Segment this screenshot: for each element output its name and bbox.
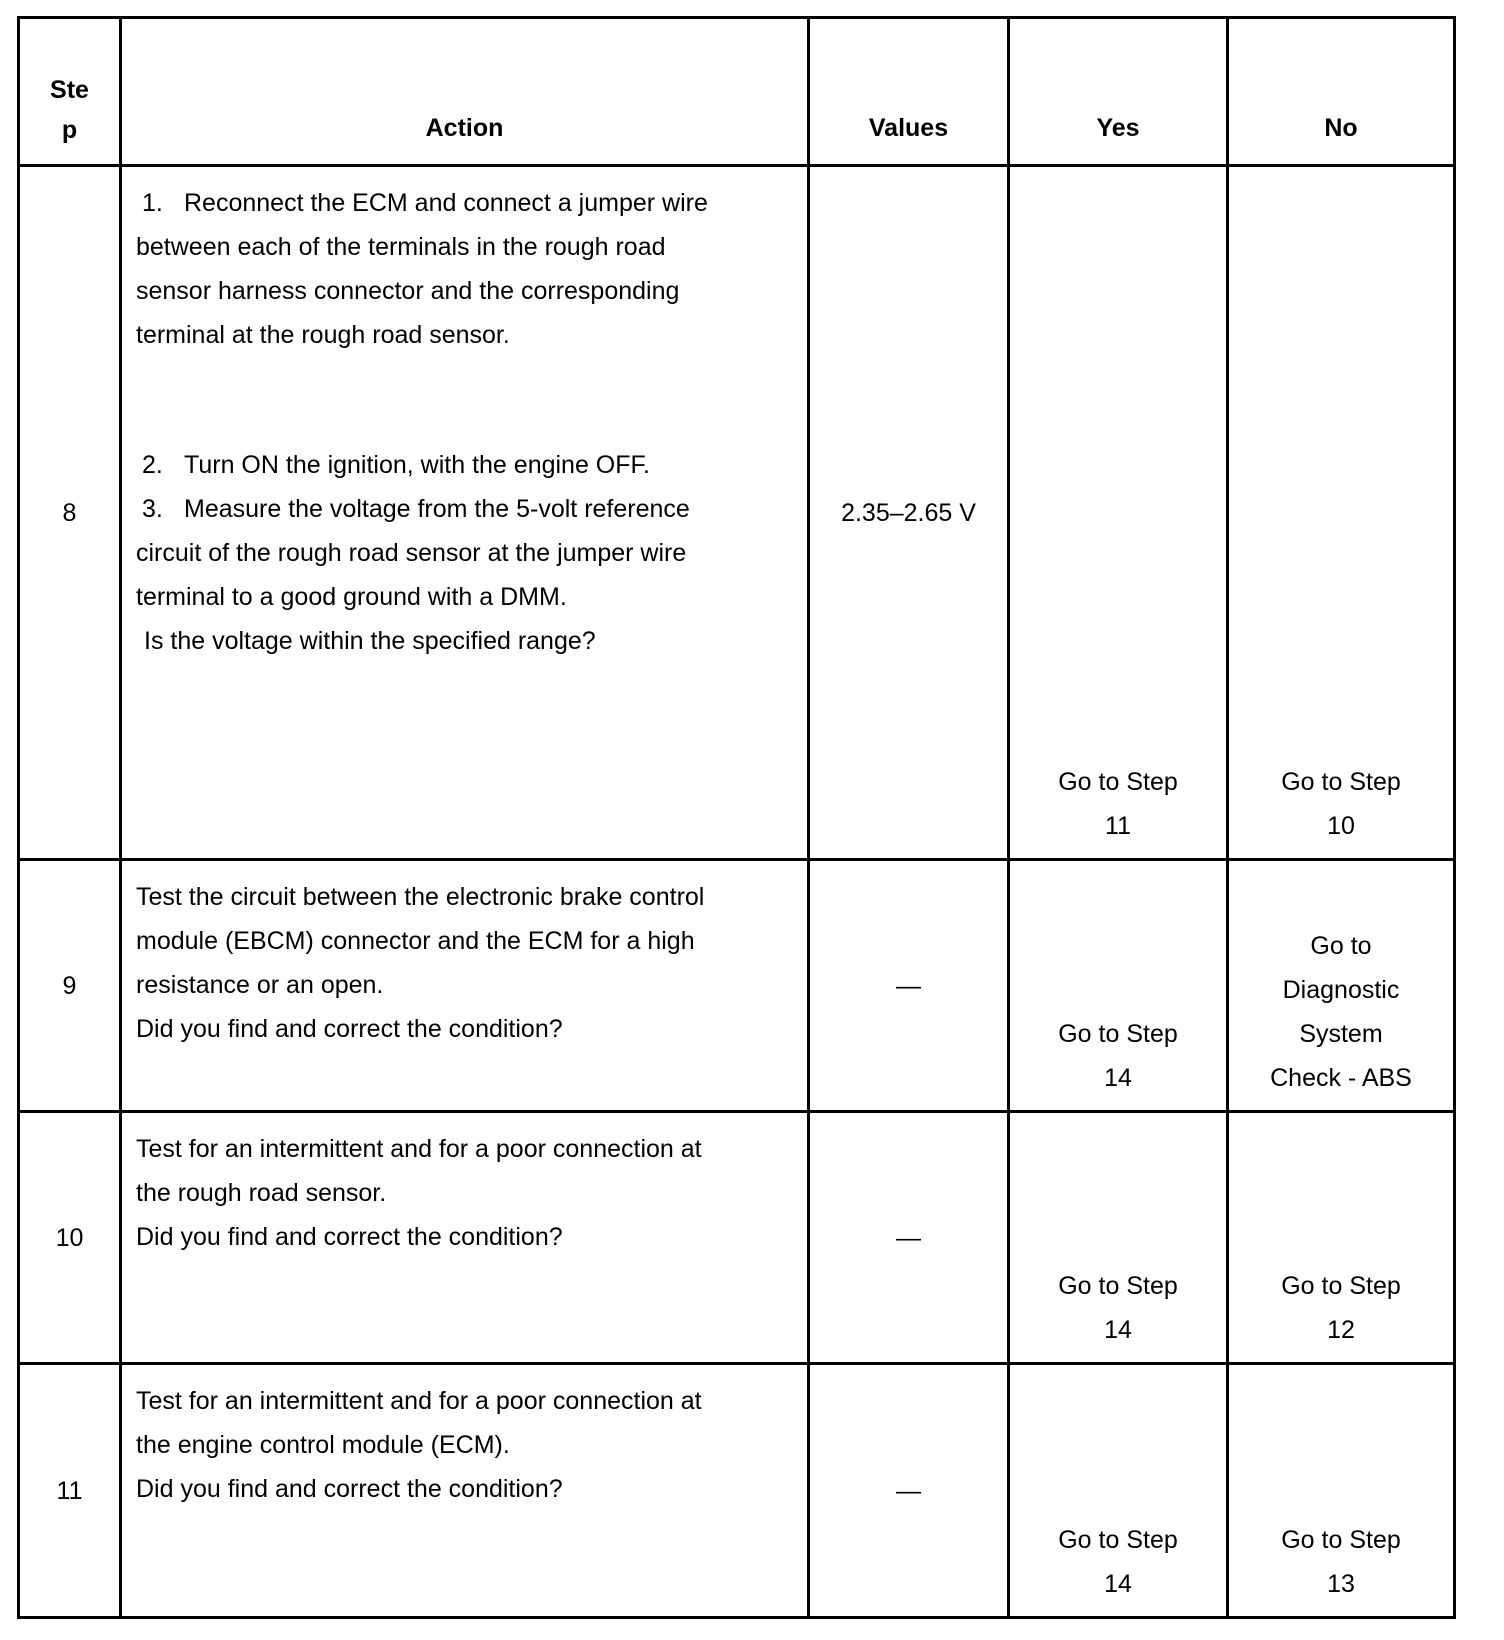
action-cell — [121, 1112, 809, 1364]
action-question: Did you find and correct the condition? — [136, 1475, 563, 1503]
action-cell — [121, 860, 809, 1112]
table-row — [19, 1112, 1455, 1364]
action-text: Test the circuit between the electronic brake control module (EBCM) connector and the ECM for a high resistance or an open. — [136, 883, 705, 999]
no-cell: Go to Diagnostic System Check - ABS — [1228, 860, 1455, 1112]
diagnostic-table — [17, 16, 1456, 1619]
header-action: Action — [121, 18, 809, 166]
no-cell: Go to Step 12 — [1228, 1112, 1455, 1364]
header-no: No — [1228, 18, 1455, 166]
action-question: Did you find and correct the condition? — [136, 1015, 563, 1043]
action-cell — [121, 1364, 809, 1618]
header-values: Values — [809, 18, 1009, 166]
no-cell: Go to Step 10 — [1228, 166, 1455, 860]
action-text: Test for an intermittent and for a poor connection at the engine control module (ECM). — [136, 1387, 702, 1459]
values-cell: — — [809, 1364, 1009, 1618]
table-row — [19, 166, 1455, 860]
action-question: Is the voltage within the specified range? — [144, 627, 596, 655]
yes-cell: Go to Step 14 — [1009, 1112, 1228, 1364]
table-row — [19, 1364, 1455, 1618]
action-step: 1. Reconnect the ECM and connect a jumper wire between each of the terminals in the rough road sensor harness connector and the corresponding terminal at the rough road sensor. — [136, 189, 708, 349]
step-number: 10 — [19, 1112, 121, 1364]
table-row — [19, 860, 1455, 1112]
yes-cell: Go to Step 14 — [1009, 860, 1228, 1112]
action-cell — [121, 166, 809, 860]
header-yes: Yes — [1009, 18, 1228, 166]
values-cell: — — [809, 860, 1009, 1112]
no-cell: Go to Step 13 — [1228, 1364, 1455, 1618]
action-step: 2. Turn ON the ignition, with the engine OFF. — [142, 451, 650, 479]
values-cell: 2.35–2.65 V — [809, 166, 1009, 860]
values-cell: — — [809, 1112, 1009, 1364]
yes-cell: Go to Step 11 — [1009, 166, 1228, 860]
step-number: 9 — [19, 860, 121, 1112]
action-question: Did you find and correct the condition? — [136, 1223, 563, 1251]
yes-cell: Go to Step 14 — [1009, 1364, 1228, 1618]
action-text: Test for an intermittent and for a poor connection at the rough road sensor. — [136, 1135, 702, 1207]
header-row — [19, 18, 1455, 166]
step-number: 11 — [19, 1364, 121, 1618]
header-step: Step — [19, 18, 121, 166]
action-step: 3. Measure the voltage from the 5-volt reference circuit of the rough road sensor at the jumper wire terminal to a good ground with a DMM. — [136, 495, 690, 611]
step-number: 8 — [19, 166, 121, 860]
